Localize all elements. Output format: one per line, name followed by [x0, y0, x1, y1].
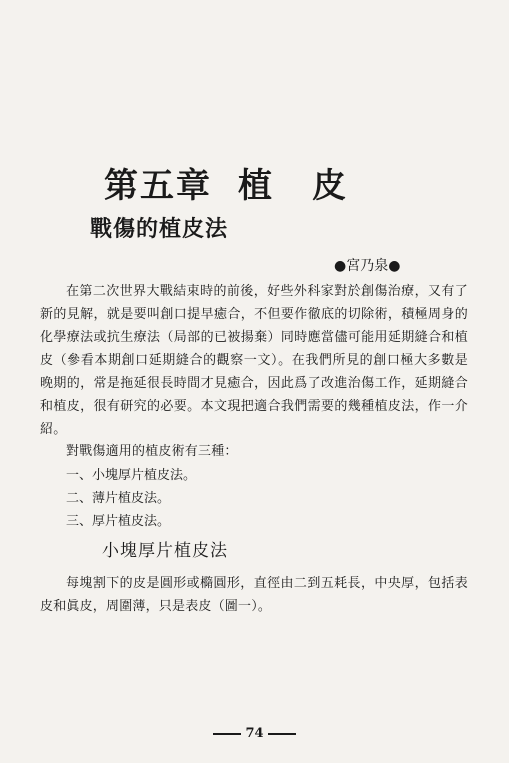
paragraph-1: 在第二次世界大戰結束時的前後，好些外科家對於創傷治療，又有了新的見解，就是要叫創口提早癒合，不但要作徹底的切除術，積極周身的化學療法或抗生療法（局部的已被揚棄）同時應當儘可能用延期縫合和植皮（參看本期創口延期縫合的觀察一文）。在我們所見的創口極大多數是晚期的，常是拖延很長時間才見癒合，因此爲了改進治傷工作，延期縫合和植皮，很有研究的必要。本文現把適合我們需要的幾種植皮法，作一介紹。 [40, 284, 468, 437]
list-item: 一、小塊厚片植皮法。 [66, 468, 197, 483]
footer-dash-right [268, 733, 296, 735]
page-number: 74 [245, 726, 264, 741]
list-item: 三、厚片植皮法。 [66, 514, 171, 529]
page-footer [0, 726, 509, 741]
section-title: 戰傷的植皮法 [90, 216, 229, 242]
chapter-title-char-2: 皮 [312, 166, 348, 206]
list-intro: 對戰傷適用的植皮術有三種： [66, 444, 238, 459]
list-item: 二、薄片植皮法。 [66, 491, 171, 506]
method-list [66, 464, 196, 533]
author-byline: ●宮乃泉● [334, 258, 401, 274]
chapter-title-char-1: 植 [238, 166, 274, 206]
paragraph-2: 每塊割下的皮是圓形或橢圓形，直徑由二到五耗長，中央厚，包括表皮和眞皮，周圍薄，只是表皮（圖一）。 [40, 576, 468, 614]
subsection-title: 小塊厚片植皮法 [102, 541, 228, 561]
chapter-number: 第五章 [104, 166, 212, 206]
chapter-title [104, 158, 348, 207]
footer-dash-left [213, 733, 241, 735]
